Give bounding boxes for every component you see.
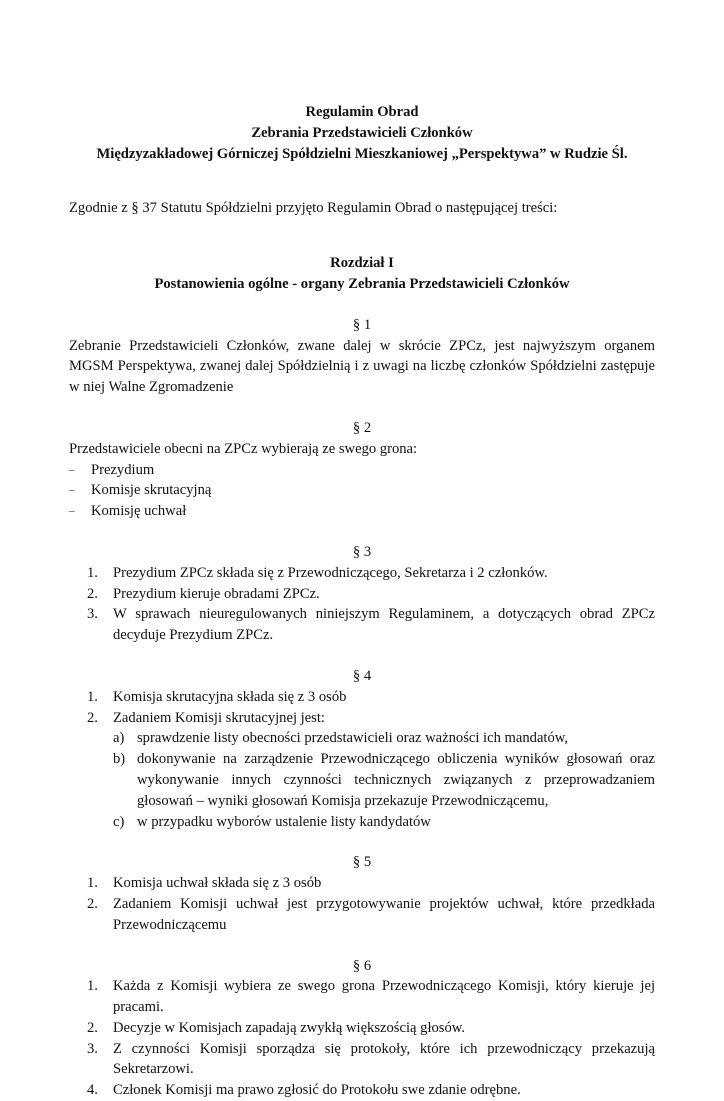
item-text: W sprawach nieuregulowanych niniejszym Regulaminem, a dotyczących obrad ZPCz decyduje Prezydium ZPCz.	[113, 606, 655, 644]
item-number: 2.	[87, 1019, 98, 1036]
section-5-label: § 5	[352, 854, 372, 871]
item-number: 1.	[87, 978, 98, 995]
item-number: 3.	[87, 1040, 98, 1057]
item-number: 2.	[87, 895, 98, 912]
list-item	[69, 976, 655, 1018]
item-letter: a)	[113, 730, 125, 747]
item-text: Każda z Komisji wybiera ze swego grona Przewodniczącego Komisji, który kieruje jej pracami.	[113, 978, 655, 1016]
item-number: 2.	[87, 585, 98, 602]
list-item	[69, 708, 655, 833]
item-text: w przypadku wyborów ustalenie listy kandydatów	[137, 813, 431, 830]
list-item	[69, 687, 655, 708]
section-2-label: § 2	[352, 419, 372, 436]
item-text: Z czynności Komisji sporządza się protokoły, które ich przewodniczący przekazują Sekretarzowi.	[113, 1040, 655, 1078]
sub-list-item	[113, 749, 655, 811]
chapter-heading	[69, 253, 655, 295]
item-text: Komisja skrutacyjna składa się z 3 osób	[113, 688, 347, 705]
sub-list-item	[113, 728, 655, 749]
title-line-3: Międzyzakładowej Górniczej Spółdzielni Mieszkaniowej „Perspektywa” w Rudzie Śl.	[96, 145, 628, 162]
item-number: 1.	[87, 875, 98, 892]
chapter-label: Rozdział I	[330, 255, 394, 272]
item-text: Decyzje w Komisjach zapadają zwykłą większością głosów.	[113, 1019, 466, 1036]
section-6-label: § 6	[352, 957, 372, 974]
list-item	[69, 584, 655, 605]
section-3-label: § 3	[352, 543, 372, 560]
list-item	[69, 480, 655, 501]
list-item-text: Komisje skrutacyjną	[91, 482, 212, 499]
item-text: Prezydium ZPCz składa się z Przewodniczącego, Sekretarza i 2 członków.	[113, 564, 548, 581]
item-letter: c)	[113, 813, 125, 830]
item-text: Zadaniem Komisji skrutacyjnej jest:	[113, 709, 325, 726]
section-6-list	[69, 976, 655, 1101]
item-letter: b)	[113, 751, 126, 768]
section-4-label: § 4	[352, 667, 372, 684]
chapter-subtitle: Postanowienia ogólne - organy Zebrania Przedstawicieli Członków	[154, 275, 570, 292]
section-1-label: § 1	[352, 316, 372, 333]
item-number: 4.	[87, 1082, 98, 1099]
list-item	[69, 894, 655, 936]
item-number: 3.	[87, 606, 98, 623]
dash-bullet: –	[69, 484, 75, 497]
item-text: Członek Komisji ma prawo zgłosić do Protokołu swe zdanie odrębne.	[113, 1082, 521, 1099]
dash-bullet: –	[69, 505, 75, 518]
list-item-text: Komisję uchwał	[91, 503, 187, 520]
section-4-list	[69, 687, 655, 833]
dash-bullet: –	[69, 463, 75, 476]
item-text: sprawdzenie listy obecności przedstawicieli oraz ważności ich mandatów,	[137, 730, 569, 747]
item-text: Zadaniem Komisji uchwał jest przygotowywanie projektów uchwał, które przedkłada Przewodniczącemu	[113, 895, 655, 933]
section-2-text: Przedstawiciele obecni na ZPCz wybierają ze swego grona:	[69, 440, 418, 457]
item-number: 1.	[87, 688, 98, 705]
list-item	[69, 563, 655, 584]
list-item	[69, 1080, 655, 1101]
intro-paragraph: Zgodnie z § 37 Statutu Spółdzielni przyjęto Regulamin Obrad o następującej treści:	[69, 200, 558, 217]
sub-list-item	[113, 812, 655, 833]
section-2-list	[69, 460, 655, 522]
list-item-text: Prezydium	[91, 461, 155, 478]
list-item	[69, 873, 655, 894]
section-3-list	[69, 563, 655, 646]
item-text: Prezydium kieruje obradami ZPCz.	[113, 585, 320, 602]
list-item	[69, 604, 655, 646]
list-item	[69, 460, 655, 481]
item-text: Komisja uchwał składa się z 3 osób	[113, 875, 322, 892]
title-line-1: Regulamin Obrad	[305, 104, 419, 120]
item-number: 1.	[87, 564, 98, 581]
section-4-sublist	[113, 728, 655, 832]
item-text: dokonywanie na zarządzenie Przewodniczącego obliczenia wyników głosowań oraz wykonywanie innych czynności technicznych związanych z przeprowadzaniem głosowań – wyniki głosowań Komisja przekazuje Przewodniczącemu,	[137, 751, 655, 809]
list-item	[69, 1039, 655, 1081]
item-number: 2.	[87, 709, 98, 726]
list-item	[69, 501, 655, 522]
list-item	[69, 1018, 655, 1039]
title-line-2: Zebrania Przedstawicieli Członków	[251, 124, 473, 141]
section-1-text: Zebranie Przedstawicieli Członków, zwane dalej w skrócie ZPCz, jest najwyższym organem MGSM Perspektywa, zwanej dalej Spółdzielnią i z uwagi na liczbę członków Spółdzielni zastępuje w niej Walne Zgromadzenie	[69, 337, 655, 396]
document-page	[69, 102, 655, 1101]
document-title	[69, 102, 655, 164]
section-5-list	[69, 873, 655, 935]
